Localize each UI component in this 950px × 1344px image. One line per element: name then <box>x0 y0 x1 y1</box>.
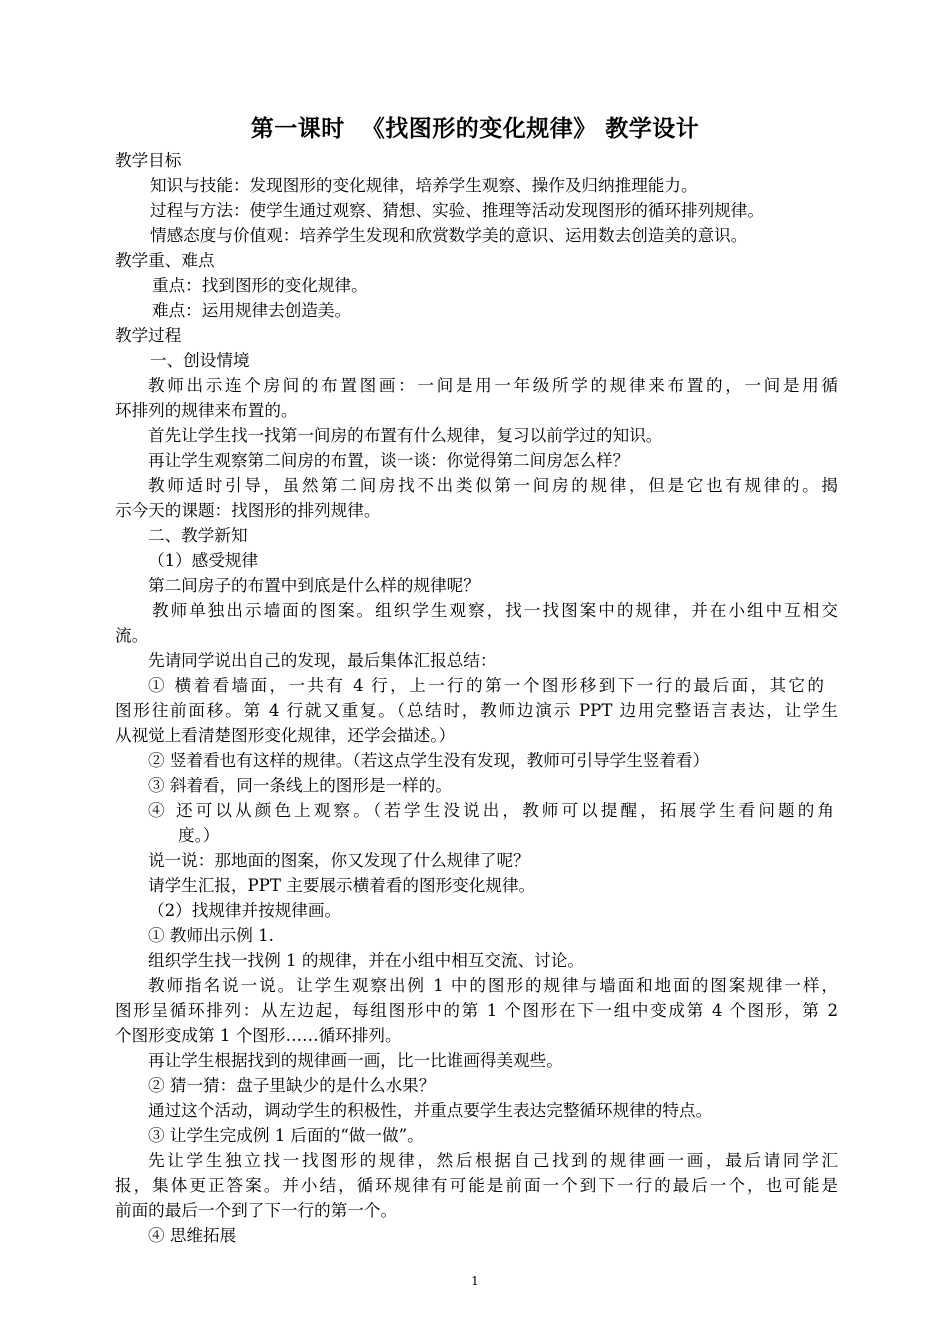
list-item: ① 教师出示例 1. <box>148 926 274 945</box>
paragraph-line: 报，集体更正答案。并小结，循环规律有可能是前面一个到下一行的最后一个，也可能是 <box>115 1176 838 1195</box>
subsection-1-heading: （1）感受规律 <box>148 551 259 570</box>
goal-knowledge: 知识与技能：发现图形的变化规律，培养学生观察、操作及归纳推理能力。 <box>150 176 698 195</box>
heading-teaching-process: 教学过程 <box>115 326 182 345</box>
goal-attitude: 情感态度与价值观：培养学生发现和欣赏数学美的意识、运用数去创造美的意识。 <box>150 226 748 245</box>
paragraph-line: 再让学生根据找到的规律画一画，比一比谁画得美观些。 <box>148 1051 563 1070</box>
heading-teaching-goals: 教学目标 <box>115 151 182 170</box>
page-title: 第一课时 《找图形的变化规律》 教学设计 <box>250 116 700 142</box>
page-number: 1 <box>471 1274 479 1288</box>
paragraph-line: 说一说：那地面的图案，你又发现了什么规律了呢？ <box>148 851 530 870</box>
list-item: ③ 让学生完成例 1 后面的“做一做”。 <box>148 1126 424 1145</box>
section-1-heading: 一、创设情境 <box>150 351 250 370</box>
paragraph-line: 前面的最后一个到了下一行的第一个。 <box>115 1201 398 1220</box>
goal-process: 过程与方法：使学生通过观察、猜想、实验、推理等活动发现图形的循环排列规律。 <box>150 201 764 220</box>
paragraph-line: 图形往前面移。第 4 行就又重复。（总结时，教师边演示 PPT 边用完整语言表达，让学生 <box>115 701 838 720</box>
paragraph-line: 再让学生观察第二间房的布置，谈一谈：你觉得第二间房怎么样？ <box>148 451 630 470</box>
key-point: 重点：找到图形的变化规律。 <box>152 276 368 295</box>
list-item: ② 竖着看也有这样的规律。（若这点学生没有发现，教师可引导学生竖着看） <box>148 751 710 770</box>
paragraph-line: 首先让学生找一找第一间房的布置有什么规律，复习以前学过的知识。 <box>148 426 663 445</box>
difficult-point: 难点：运用规律去创造美。 <box>152 301 352 320</box>
paragraph-line: 度。） <box>178 826 220 845</box>
subsection-2-heading: （2）找规律并按规律画。 <box>148 901 342 920</box>
paragraph-line: 教师适时引导，虽然第二间房找不出类似第一间房的规律，但是它也有规律的。揭 <box>148 476 838 495</box>
paragraph-line: 从视觉上看清楚图形变化规律，还学会描述。） <box>115 726 456 745</box>
paragraph-line: 通过这个活动，调动学生的积极性，并重点要学生表达完整循环规律的特点。 <box>148 1101 713 1120</box>
list-item: ④ 还可以从颜色上观察。（若学生没说出，教师可以提醒，拓展学生看问题的角 <box>148 801 834 820</box>
list-item: ③ 斜着看，同一条线上的图形是一样的。 <box>148 776 452 795</box>
paragraph-line: 示今天的课题：找图形的排列规律。 <box>115 501 381 520</box>
list-item: ④ 思维拓展 <box>148 1226 237 1245</box>
paragraph-line: 图形呈循环排列：从左边起，每组图形中的第 1 个图形在下一组中变成第 4 个图形，第 2 <box>115 1001 838 1020</box>
paragraph-line: 第二间房子的布置中到底是什么样的规律呢？ <box>148 576 480 595</box>
paragraph-line: 请学生汇报，PPT 主要展示横着看的图形变化规律。 <box>148 876 536 895</box>
paragraph-line: 教师单独出示墙面的图案。组织学生观察，找一找图案中的规律，并在小组中互相交 <box>152 601 838 620</box>
paragraph-line: 组织学生找一找例 1 的规律，并在小组中相互交流、讨论。 <box>148 951 584 970</box>
list-item: ① 横着看墙面，一共有 4 行，上一行的第一个图形移到下一行的最后面，其它的 <box>148 676 824 695</box>
paragraph-line: 先请同学说出自己的发现，最后集体汇报总结： <box>148 651 497 670</box>
paragraph-line: 环排列的规律来布置的。 <box>115 401 298 420</box>
paragraph-line: 教师出示连个房间的布置图画：一间是用一年级所学的规律来布置的，一间是用循 <box>148 376 838 395</box>
paragraph-line: 个图形变成第 1 个图形……循环排列。 <box>115 1026 402 1045</box>
heading-key-points: 教学重、难点 <box>115 251 215 270</box>
section-2-heading: 二、教学新知 <box>148 526 248 545</box>
list-item: ② 猜一猜：盘子里缺少的是什么水果？ <box>148 1076 436 1095</box>
paragraph-line: 先让学生独立找一找图形的规律，然后根据自己找到的规律画一画，最后请同学汇 <box>148 1151 838 1170</box>
paragraph-line: 流。 <box>115 626 149 645</box>
paragraph-line: 教师指名说一说。让学生观察出例 1 中的图形的规律与墙面和地面的图案规律一样， <box>148 976 838 995</box>
